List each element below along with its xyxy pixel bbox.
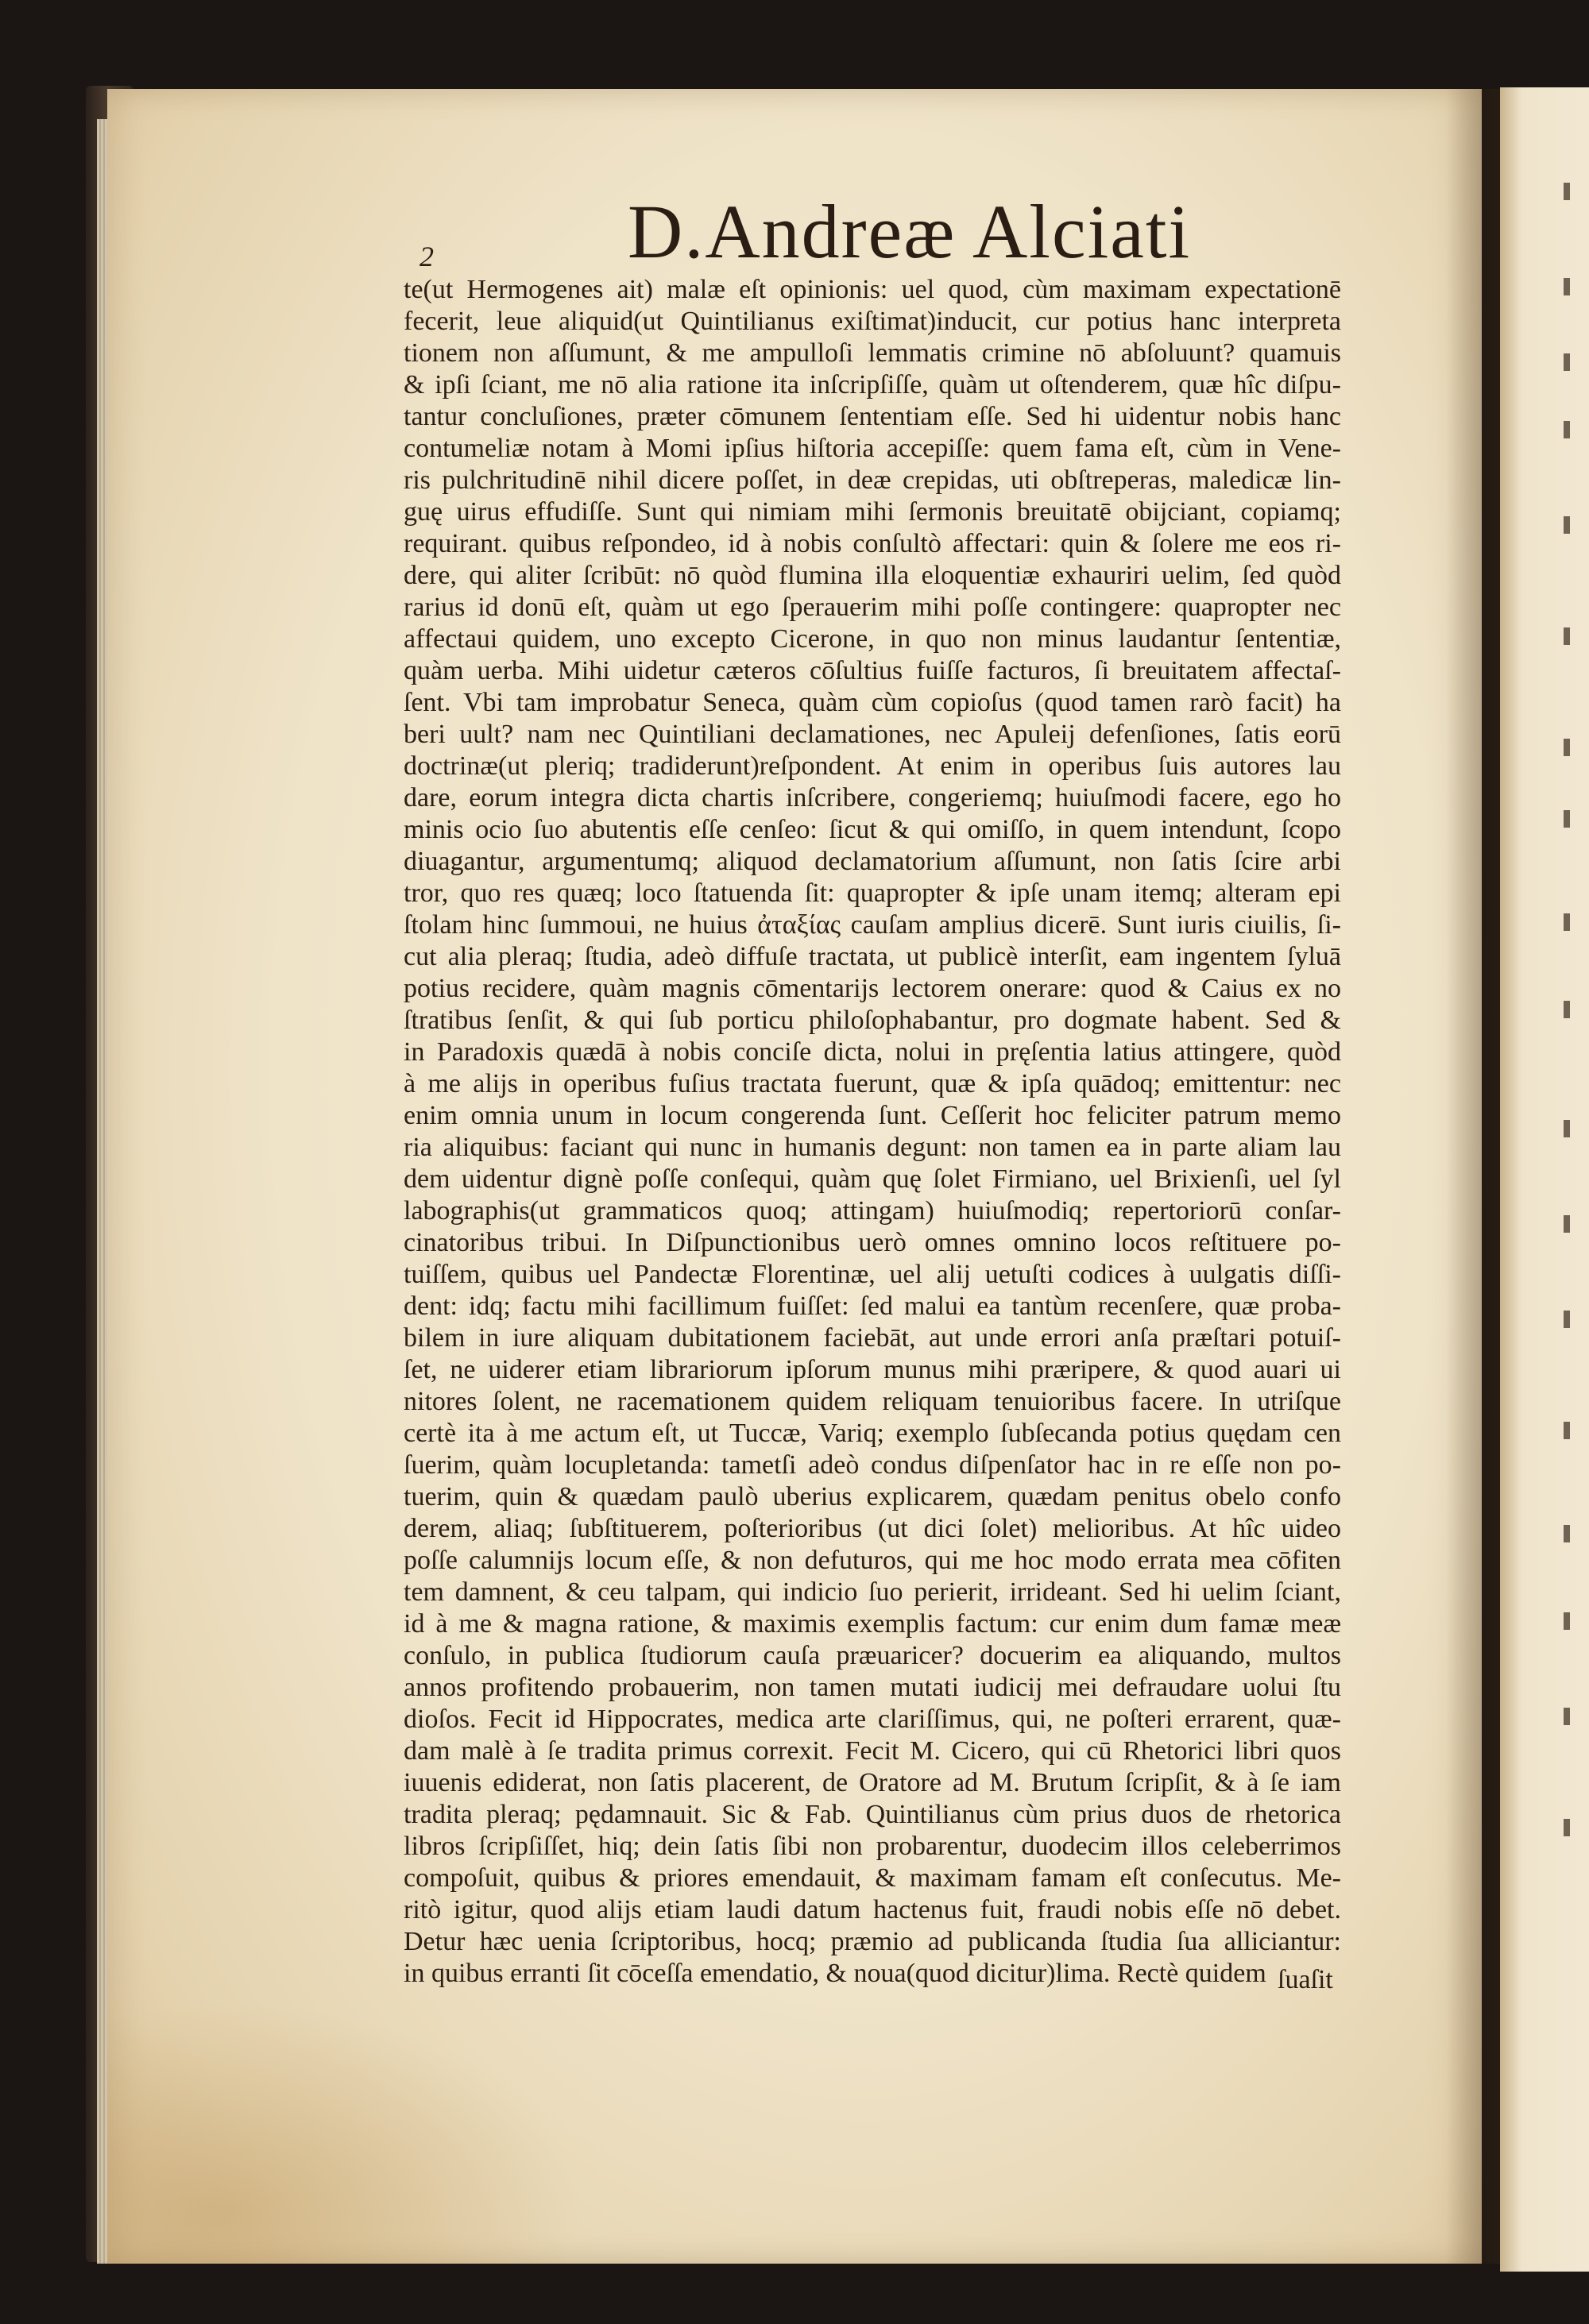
- text-line: dare, eorum integra dicta chartis inſcribere, congeriemq; huiuſmodi facere, ego ho: [404, 783, 1341, 813]
- text-line: in quibus erranti ſit cōceſſa emendatio, & noua(quod dicitur)lima. Rectè quidem: [404, 1959, 1266, 1988]
- text-line: enim omnia unum in locum congerenda ſunt. Ceſſerit hoc feliciter patrum memo: [404, 1101, 1341, 1130]
- text-line: tror, quo res quæq; loco ſtatuenda ſit: quapropter & ipſe unam itemq; alteram epi: [404, 878, 1341, 908]
- text-line: tradita pleraq; pędamnauit. Sic & Fab. Quintilianus cùm prius duos de rhetorica: [404, 1800, 1341, 1829]
- facing-page-glyph: [1564, 627, 1570, 645]
- text-line: ris pulchritudinē nihil dicere poſſet, in deæ crepidas, uti obſtreperas, maledicæ lin-: [404, 465, 1341, 495]
- catchword: ſuaſit: [1278, 1965, 1333, 1994]
- text-line: ria aliquibus: faciant qui nunc in humanis degunt: non tamen ea in parte aliam lau: [404, 1133, 1341, 1162]
- text-line: te(ut Hermogenes ait) malæ eſt opinionis: uel quod, cùm maximam expectationē: [404, 275, 1341, 304]
- text-line: contumeliæ notam à Momi ipſius hiſtoria accepiſſe: quem fama eſt, cùm in Vene-: [404, 434, 1341, 463]
- text-line: tuerim, quin & quædam paulò uberius explicarem, quædam penitus obelo confo: [404, 1482, 1341, 1511]
- text-line: poſſe calumnijs locum eſſe, & non defuturos, qui me hoc modo errata mea cōfiten: [404, 1546, 1341, 1575]
- text-line: ſet, ne uiderer etiam librariorum ipſorum munus mihi præripere, & quod auari ui: [404, 1355, 1341, 1384]
- facing-page-glyph: [1564, 1612, 1570, 1630]
- text-line: requirant. quibus reſpondeo, id à nobis conſultò affectari: quin & ſolere me eos ri-: [404, 529, 1341, 558]
- facing-page-glyph: [1564, 739, 1570, 756]
- text-line: certè ita à me actum eſt, ut Tuccæ, Variq; exemplo ſubſecanda potius quędam cen: [404, 1419, 1341, 1448]
- text-line: ſent. Vbi tam improbatur Seneca, quàm cùm copioſus (quod tamen rarò facit) ha: [404, 688, 1341, 717]
- text-line: tionem non aſſumunt, & me ampulloſi lemmatis crimine nō abſoluunt? quamuis: [404, 338, 1341, 368]
- facing-page-glyph: [1564, 278, 1570, 295]
- facing-page-glyph: [1564, 1422, 1570, 1439]
- text-line: dent: idq; factu mihi facillimum fuiſſet: ſed malui ea tantùm recenſere, quæ proba-: [404, 1291, 1341, 1321]
- text-line: potius recidere, quàm magnis cōmentarijs lectorem onerare: quod & Caius ex no: [404, 974, 1341, 1003]
- facing-page-glyph: [1564, 183, 1570, 200]
- text-line: beri uult? nam nec Quintiliani declamationes, nec Apuleij defenſiones, ſatis eorū: [404, 720, 1341, 749]
- text-line: ritò igitur, quod alijs etiam laudi datum hactenus fuit, fraudi nobis eſſe nō debet.: [404, 1895, 1341, 1924]
- text-line: & ipſi ſciant, me nō alia ratione ita inſcripſiſſe, quàm ut oſtenderem, quæ hîc diſpu-: [404, 370, 1341, 400]
- text-line: in Paradoxis quædā à nobis conciſe dicta, nolui in pręſentia latius attingere, quòd: [404, 1037, 1341, 1067]
- text-line: fecerit, leue aliquid(ut Quintilianus exiſtimat)inducit, cur potius hanc interpreta: [404, 307, 1341, 336]
- facing-page-glyph: [1564, 1819, 1570, 1836]
- text-line: cut alia pleraq; ſtudia, adeò diffuſe tractata, ut publicè interſit, eam ingentem ſyluā: [404, 942, 1341, 971]
- facing-page-glyph: [1564, 516, 1570, 534]
- text-line: derem, aliaq; ſubſtituerem, poſterioribus (ut dici ſolet) melioribus. At hîc uideo: [404, 1514, 1341, 1543]
- page-number: 2: [419, 241, 434, 272]
- text-line: bilem in iure aliquam dubitationem faciebāt, aut unde errori anſa præſtari potuiſ-: [404, 1323, 1341, 1353]
- text-line: id à me & magna ratione, & maximis exemplis factum: cur enim dum famæ meæ: [404, 1609, 1341, 1639]
- gutter-shadow: [1446, 89, 1502, 2264]
- text-line: Detur hæc uenia ſcriptoribus, hocq; præmio ad publicanda ſtudia ſua alliciantur:: [404, 1927, 1341, 1956]
- text-line: tantur concluſiones, præter cōmunem ſententiam eſſe. Sed hi uidentur nobis hanc: [404, 402, 1341, 431]
- facing-page-glyph: [1564, 810, 1570, 828]
- facing-page-glyph: [1564, 913, 1570, 931]
- text-line: rarius id donū eſt, quàm ut ego ſperauerim mihi poſſe contingere: quapropter nec: [404, 593, 1341, 622]
- text-line: dere, qui aliter ſcribūt: nō quòd flumina illa eloquentiæ exhauriri uelim, ſed quòd: [404, 561, 1341, 590]
- text-line: ſuerim, quàm locupletanda: tametſi adeò condus diſpenſator hac in re eſſe non po-: [404, 1450, 1341, 1480]
- text-line: à me alijs in operibus fuſius tractata fuerunt, quæ & ipſa quādoq; emittentur: nec: [404, 1069, 1341, 1098]
- text-line: annos profitendo probauerim, non tamen mutati iudicij mei defraudare uolui ſtu: [404, 1673, 1341, 1702]
- text-line: guę uirus effudiſſe. Sunt qui nimiam mihi ſermonis breuitatē obijciant, copiamq;: [404, 497, 1341, 527]
- page-stain: [107, 2002, 584, 2264]
- text-line: minis ocio ſuo abutentis eſſe cenſeo: ſicut & qui omiſſo, in quem intendunt, ſcopo: [404, 815, 1341, 844]
- facing-page-text-fragments: [1564, 183, 1587, 1930]
- facing-page-glyph: [1564, 1120, 1570, 1137]
- text-line: dem uidentur dignè poſſe conſequi, quàm quę ſolet Firmiano, uel Brixienſi, uel ſyl: [404, 1164, 1341, 1194]
- text-line: doctrinæ(ut pleriq; tradiderunt)reſpondent. At enim in operibus ſuis autores lau: [404, 751, 1341, 781]
- text-line: ſtolam hinc ſummoui, ne huius ἀταξίας cauſam amplius dicerē. Sunt iuris ciuilis, ſi-: [404, 910, 1341, 940]
- text-line: iuuenis ediderat, non ſatis placerent, de Oratore ad M. Brutum ſcripſit, & à ſe iam: [404, 1768, 1341, 1797]
- text-line: conſulo, in publica ſtudiorum cauſa præuaricer? docuerim ea aliquando, multos: [404, 1641, 1341, 1670]
- text-line: affectaui quidem, uno excepto Cicerone, in quo non minus laudantur ſententiæ,: [404, 624, 1341, 654]
- facing-page-glyph: [1564, 421, 1570, 438]
- text-line: labographis(ut grammaticos quoq; attingam) huiuſmodiq; repertoriorū conſar-: [404, 1196, 1341, 1226]
- text-line: cinatoribus tribui. In Diſpunctionibus uerò omnes omnino locos reſtituere po-: [404, 1228, 1341, 1257]
- facing-page-glyph: [1564, 1708, 1570, 1725]
- text-line: dioſos. Fecit id Hippocrates, medica arte clariſſimus, qui, ne poſteri errarent, quæ-: [404, 1704, 1341, 1734]
- text-line: compoſuit, quibus & priores emendauit, & maximam famam eſt conſecutus. Me-: [404, 1863, 1341, 1893]
- facing-page-glyph: [1564, 1525, 1570, 1542]
- body-text: [404, 274, 1341, 1990]
- text-line: nitores ſolent, ne racemationem quidem reliquam tenuioribus facere. In utriſque: [404, 1387, 1341, 1416]
- text-line: quàm uerba. Mihi uidetur cæteros cōſultius fuiſſe facturos, ſi breuitatem affectaſ-: [404, 656, 1341, 685]
- text-line: tuiſſem, quibus uel Pandectæ Florentinæ, uel alij uetuſti codices à uulgatis diſſi-: [404, 1260, 1341, 1289]
- facing-page-glyph: [1564, 1001, 1570, 1018]
- facing-page-glyph: [1564, 353, 1570, 371]
- text-line: dam malè à ſe tradita primus correxit. Fecit M. Cicero, qui cū Rhetorici libri quos: [404, 1736, 1341, 1766]
- facing-page-glyph: [1564, 1215, 1570, 1233]
- text-line: tem damnent, & ceu talpam, qui indicio ſuo perierit, irrideant. Sed hi uelim ſciant,: [404, 1577, 1341, 1607]
- text-line: ſtratibus ſenſit, & qui ſub porticu philoſophabantur, pro dogmate habent. Sed &: [404, 1006, 1341, 1035]
- running-head: D.Andreæ Alciati: [628, 189, 1192, 274]
- facing-page-glyph: [1564, 1311, 1570, 1328]
- text-line: libros ſcripſiſſet, hiq; dein ſatis ſibi non probarentur, duodecim illos celeberrimos: [404, 1832, 1341, 1861]
- text-line: diuagantur, argumentumq; aliquod declamatorium aſſumunt, non ſatis ſcire arbi: [404, 847, 1341, 876]
